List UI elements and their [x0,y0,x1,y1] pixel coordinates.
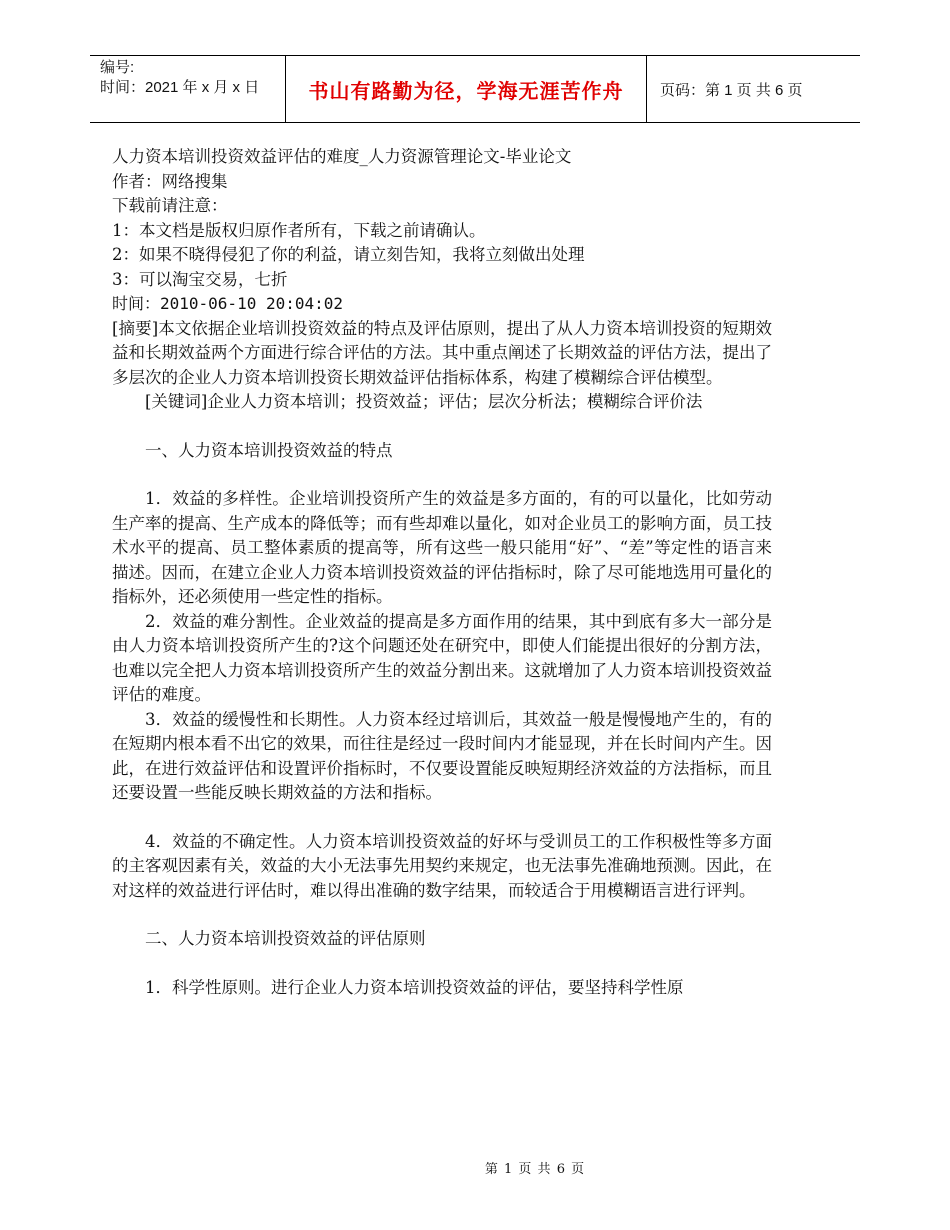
serial-label: 编号: [100,59,135,76]
keywords-paragraph: [关键词]企业人力资本培训；投资效益；评估；层次分析法；模糊综合评价法 [145,392,703,411]
note-2: 2：如果不晓得侵犯了你的利益，请立刻告知，我将立刻做出处理 [112,245,585,264]
timestamp-line: 时间：2010-06-10 20:04:02 [112,294,344,313]
section-1-paragraph-4: 4．效益的不确定性。人力资本培训投资效益的好坏与受训员工的工作积极性等多方面的主客观因素有关，效益的大小无法事先用契约来规定，也无法事先准确地预测。因此，在对这样的效益进行评估时，难以得出准确的数字结果，而较适合于用模糊语言进行评判。 [112,831,772,900]
note-3: 3：可以淘宝交易，七折 [112,269,288,289]
section-2-paragraph-1: 1．科学性原则。进行企业人力资本培训投资效益的评估，要坚持科学性原 [145,977,684,997]
abstract-paragraph: [摘要]本文依据企业培训投资效益的特点及评估原则，提出了从人力资本培训投资的短期效益和长期效益两个方面进行综合评估的方法。其中重点阐述了长期效益的评估方法，提出了多层次的企业人力资本培训投资长期效益评估指标体系，构建了模糊综合评估模型。 [112,318,772,387]
document-body [112,145,772,1000]
notice-line: 下载前请注意： [112,196,228,215]
section-1-paragraph-3: 3．效益的缓慢性和长期性。人力资本经过培训后，其效益一般是慢慢地产生的，有的在短期内根本看不出它的效果，而往往是经过一段时间内才能显现，并在长时间内产生。因此，在进行效益评估和设置评价指标时，不仅要设置能反映短期经济效益的方法指标，而且还要设置一些能反映长期效益的方法和指标。 [112,709,772,802]
section-1-paragraph-1: 1．效益的多样性。企业培训投资所产生的效益是多方面的，有的可以量化，比如劳动生产率的提高、生产成本的降低等；而有些却难以量化，如对企业员工的影响方面，员工技术水平的提高、员工整体素质的提高等，所有这些一般只能用“好”、“差”等定性的语言来描述。因而，在建立企业人力资本培训投资效益的评估指标时，除了尽可能地选用可量化的指标外，还必须使用一些定性的指标。 [112,489,772,606]
note-1: 1：本文档是版权归原作者所有，下载之前请确认。 [112,220,486,240]
section-1-heading: 一、人力资本培训投资效益的特点 [145,440,393,460]
header-meta [100,58,259,98]
header-motto: 书山有路勤为径，学海无涯苦作舟 [285,56,647,122]
time-label: 时间：2021 年 x 月 x 日 [100,79,260,96]
page-footer: 第 1 页 共 6 页 [484,1162,586,1177]
header-page-info: 页码：第 1 页 共 6 页 [660,81,803,99]
section-2-heading: 二、人力资本培训投资效益的评估原则 [145,929,426,948]
author-line: 作者：网络搜集 [112,171,228,191]
section-1-paragraph-2: 2．效益的难分割性。企业效益的提高是多方面作用的结果，其中到底有多大一部分是由人力资本培训投资所产生的?这个问题还处在研究中，即使人们能提出很好的分割方法，也难以完全把人力资本培训投资所产生的效益分割出来。这就增加了人力资本培训投资效益评估的难度。 [112,611,772,704]
document-title: 人力资本培训投资效益评估的难度_人力资源管理论文-毕业论文 [112,147,572,166]
page-header [90,55,860,123]
